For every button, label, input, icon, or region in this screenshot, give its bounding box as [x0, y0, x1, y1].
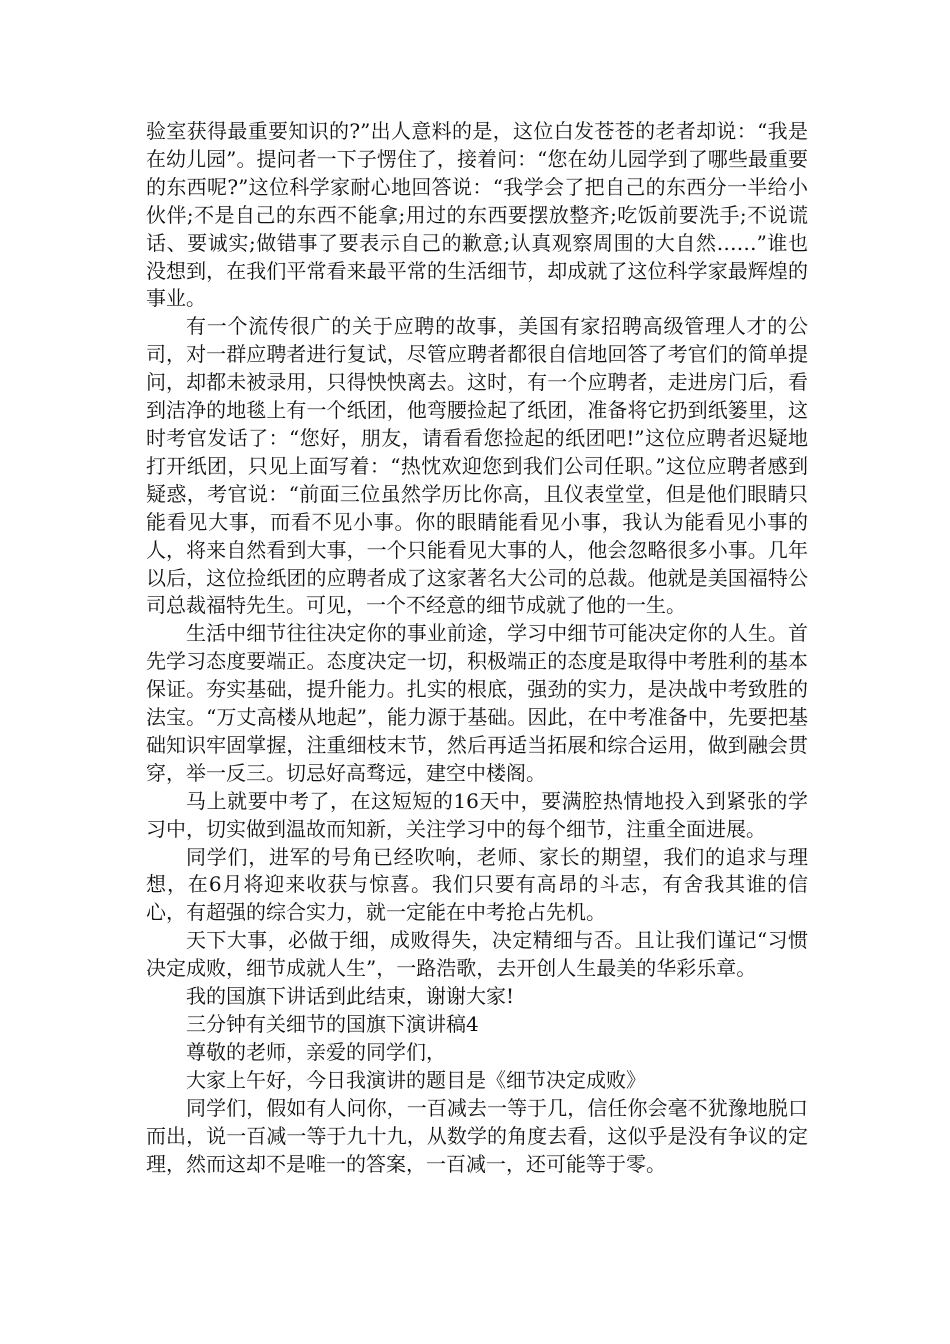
document-page [146, 118, 808, 1178]
paragraph-5: 同学们，进军的号角已经吹响，老师、家长的期望，我们的追求与理想，在6月将迎来收获与惊喜。我们只要有高昂的斗志，有舍我其谁的信心，有超强的综合实力，就一定能在中考抢占先机。 [146, 844, 808, 925]
paragraph-closing: 我的国旗下讲话到此结束，谢谢大家! [186, 984, 515, 1009]
paragraph-4: 马上就要中考了，在这短短的16天中，要满腔热情地投入到紧张的学习中，切实做到温故而知新，关注学习中的每个细节，注重全面进展。 [146, 788, 808, 841]
paragraph-2: 有一个流传很广的关于应聘的故事，美国有家招聘高级管理人才的公司，对一群应聘者进行复试，尽管应聘者都很自信地回答了考官们的简单提问，却都未被录用，只得怏怏离去。这时，有一个应聘者，走进房门后，看到洁净的地毯上有一个纸团，他弯腰捡起了纸团，准备将它扔到纸篓里，这时考官发话了：“您好，朋友，请看看您捡起的纸团吧!”这位应聘者迟疑地打开纸团，只见上面写着：“热忱欢迎您到我们公司任职。”这位应聘者感到疑惑，考官说：“前面三位虽然学历比你高，且仪表堂堂，但是他们眼睛只能看见大事，而看不见小事。你的眼睛能看见小事，我认为能看见小事的人，将来自然看到大事，一个只能看见大事的人，他会忽略很多小事。几年以后，这位捡纸团的应聘者成了这家著名大公司的总裁。他就是美国福特公司总裁福特先生。可见，一个不经意的细节成就了他的一生。 [146, 314, 808, 618]
section-heading: 三分钟有关细节的国旗下演讲稿4 [186, 1012, 479, 1036]
paragraph-final: 同学们，假如有人问你，一百减去一等于几，信任你会毫不犹豫地脱口而出，说一百减一等于九十九，从数学的角度去看，这似乎是没有争议的定理，然而这却不是唯一的答案，一百减一，还可能等于零。 [146, 1095, 808, 1176]
paragraph-1: 验室获得最重要知识的?”出人意料的是，这位白发苍苍的老者却说：“我是在幼儿园”。提问者一下子愣住了，接着问：“您在幼儿园学到了哪些最重要的东西呢?”这位科学家耐心地回答说：“我学会了把自己的东西分一半给小伙伴;不是自己的东西不能拿;用过的东西要摆放整齐;吃饭前要洗手;不说谎话、要诚实;做错事了要表示自己的歉意;认真观察周围的大自然……”谁也没想到，在我们平常看来最平常的生活细节，却成就了这位科学家最辉煌的事业。 [146, 119, 808, 311]
paragraph-3: 生活中细节往往决定你的事业前途，学习中细节可能决定你的人生。首先学习态度要端正。态度决定一切，积极端正的态度是取得中考胜利的基本保证。夯实基础，提升能力。扎实的根底，强劲的实力，是决战中考致胜的法宝。“万丈高楼从地起”，能力源于基础。因此，在中考准备中，先要把基础知识牢固掌握，注重细枝末节，然后再适当拓展和综合运用，做到融会贯穿，举一反三。切忌好高骛远，建空中楼阁。 [146, 621, 808, 785]
greeting: 大家上午好，今日我演讲的题目是《细节决定成败》 [186, 1067, 646, 1092]
paragraph-6: 天下大事，必做于细，成败得失，决定精细与否。且让我们谨记“习惯决定成败，细节成就人生”，一路浩歌，去开创人生最美的华彩乐章。 [146, 928, 808, 981]
salutation: 尊敬的老师，亲爱的同学们， [186, 1039, 446, 1064]
